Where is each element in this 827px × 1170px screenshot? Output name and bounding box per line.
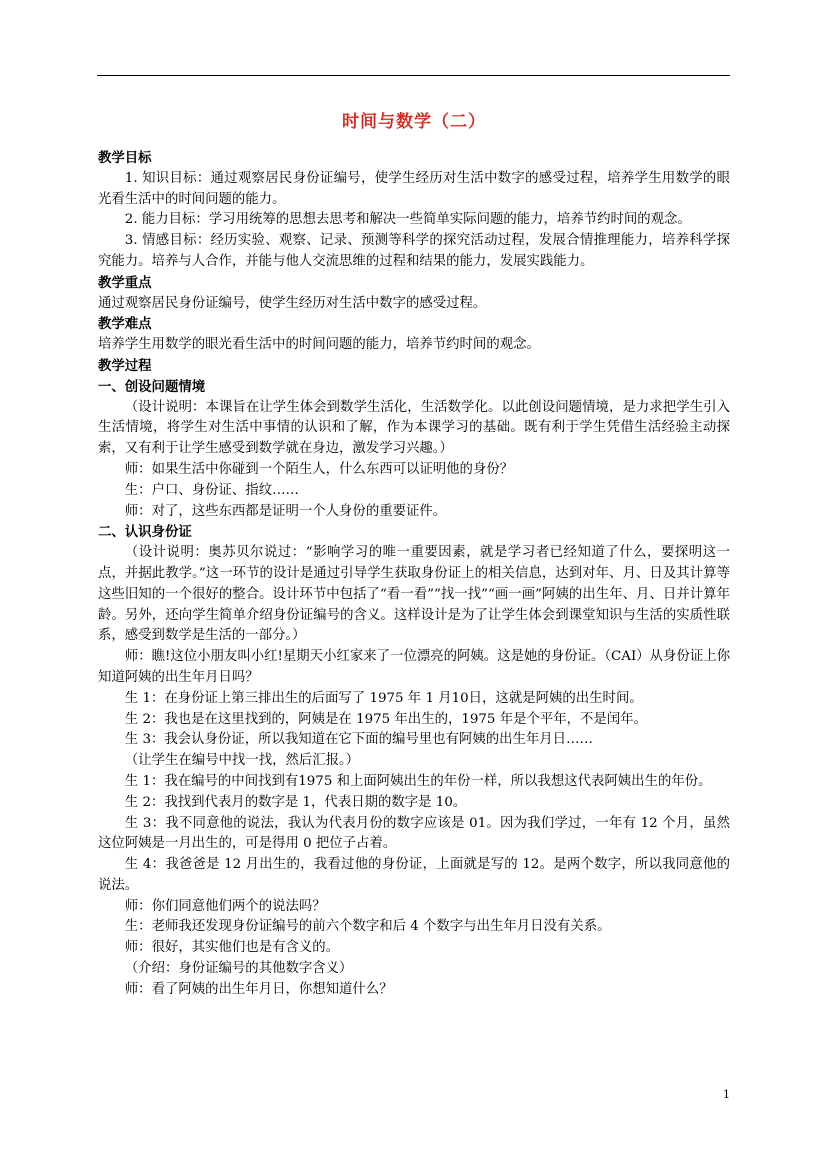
paragraph: 生 3：我会认身份证，所以我知道在它下面的编号里也有阿姨的出生年月日……: [124, 732, 593, 748]
paragraph: 1. 知识目标：通过观察居民身份证编号，使学生经历对生活中数字的感受过程，培养学生用数学的眼光看生活中的时间问题的能力。: [98, 170, 730, 207]
document-body: [98, 110, 730, 1001]
section-heading: 一、创设问题情境: [98, 378, 206, 395]
section-heading: 教学过程: [98, 357, 152, 374]
paragraph: （设计说明：奥苏贝尔说过：“影响学习的唯一重要因素，就是学习者已经知道了什么，要探明这一点，并据此教学。”这一环节的设计是通过引导学生获取身份证上的相关信息，达到对年、月、日及其计算等这些旧知的一个很好的整合。设计环节中包括了“看一看”“找一找”“画一画”阿姨的出生年、月、日并计算年龄。另外，还向学生简单介绍身份证编号的含义。这样设计是为了让学生体会到课堂知识与生活的实质性联系，感受到数学是生活的一部分。）: [98, 545, 730, 644]
paragraph: 师：你们同意他们两个的说法吗？: [124, 898, 326, 914]
paragraph: 生 3：我不同意他的说法，我认为代表月份的数字应该是 01。因为我们学过，一年有 12 个月，虽然这位阿姨是一月出生的，可是得用 0 把位子占着。: [98, 815, 730, 852]
section-heading: 教学目标: [98, 150, 152, 166]
paragraph: 生 1：在身份证上第三排出生的后面写了 1975 年 1 月10日，这就是阿姨的出生时间。: [124, 690, 643, 706]
section-heading: 教学重点: [98, 274, 152, 291]
paragraph: 师：对了，这些东西都是证明一个人身份的重要证件。: [124, 503, 447, 519]
paragraph: 2. 能力目标：学习用统筹的思想去思考和解决一些简单实际问题的能力，培养节约时间的观念。: [124, 212, 691, 228]
section-heading: 二、认识身份证: [98, 524, 192, 541]
paragraph: 师：看了阿姨的出生年月日，你想知道什么？: [124, 981, 393, 997]
paragraph: 师：瞧!这位小朋友叫小红!星期天小红家来了一位漂亮的阿姨。这是她的身份证。（CAI）从身份证上你知道阿姨的出生年月日吗？: [98, 649, 730, 685]
paragraph: 通过观察居民身份证编号，使学生经历对生活中数字的感受过程。: [98, 295, 487, 311]
header-rule: [97, 75, 730, 76]
paragraph: 师：很好，其实他们也是有含义的。: [124, 940, 340, 956]
section-heading: 教学难点: [98, 316, 152, 333]
paragraph: （设计说明：本课旨在让学生体会到数学生活化，生活数学化。以此创设问题情境，是力求把学生引入生活情境，将学生对生活中事情的认识和了解，作为本课学习的基础。既有利于学生凭借生活经验主动探索，又有利于让学生感受到数学就在身边，激发学习兴趣。）: [98, 399, 730, 457]
paragraph: 生 2：我找到代表月的数字是 1，代表日期的数字是 10。: [124, 794, 467, 810]
paragraph: 生：老师我还发现身份证编号的前六个数字和后 4 个数字与出生年月日没有关系。: [124, 919, 611, 935]
document-blocks: [98, 148, 730, 1001]
paragraph: 3. 情感目标：经历实验、观察、记录、预测等科学的探究活动过程，发展合情推理能力，培养科学探究能力。培养与人合作，并能与他人交流思维的过程和结果的能力，发展实践能力。: [98, 233, 730, 269]
paragraph: 师：如果生活中你碰到一个陌生人，什么东西可以证明他的身份？: [124, 461, 514, 477]
paragraph: 生 4：我爸爸是 12 月出生的，我看过他的身份证，上面就是写的 12。是两个数字，所以我同意他的说法。: [98, 857, 730, 893]
paragraph: （介绍：身份证编号的其他数字含义）: [124, 961, 353, 977]
paragraph: 生 2：我也是在这里找到的，阿姨是在 1975 年出生的，1975 年是个平年，不是闰年。: [124, 711, 647, 727]
paragraph: 培养学生用数学的眼光看生活中的时间问题的能力，培养节约时间的观念。: [98, 337, 540, 353]
paragraph: 生 1：我在编号的中间找到有1975 和上面阿姨出生的年份一样，所以我想这代表阿姨出生的年份。: [124, 773, 712, 789]
paragraph: （让学生在编号中找一找，然后汇报。）: [124, 753, 360, 769]
page-number: 1: [723, 1088, 730, 1101]
paragraph: 生：户口、身份证、指纹……: [124, 482, 299, 498]
document-title: 时间与数学（二）: [342, 112, 486, 132]
